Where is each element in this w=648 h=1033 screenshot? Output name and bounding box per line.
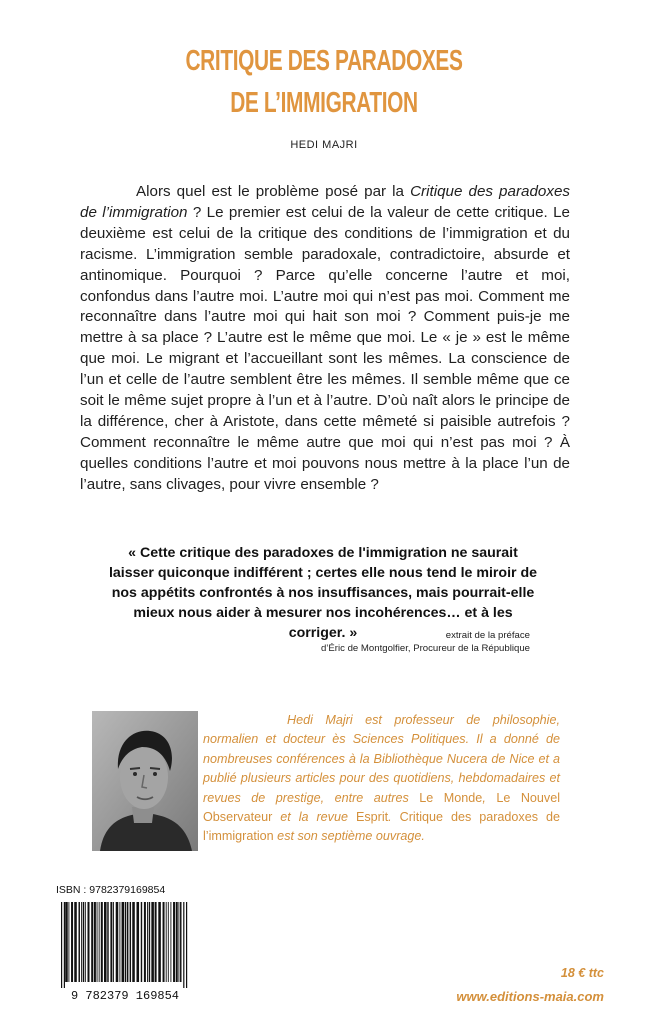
barcode-bar	[119, 902, 120, 982]
barcode-guard-bar	[186, 902, 187, 988]
barcode-bar	[178, 902, 179, 982]
preface-quote: « Cette critique des paradoxes de l'immigration ne saurait laisser quiconque indifférent ; certes elle nous tend le miroir de nos appétits confrontés à nos insuffisances, mais pourrait-elle mieux nous aider à mesurer nos incohérences… et à les corriger. »	[108, 545, 538, 641]
isbn-label: ISBN : 9782379169854	[56, 884, 166, 896]
barcode-bar	[180, 902, 181, 982]
barcode-bar	[113, 902, 114, 982]
barcode-bar	[68, 902, 69, 982]
barcode-bar	[173, 902, 175, 982]
barcode-bar	[149, 902, 150, 982]
title-line-2: DE L’IMMIGRATION	[230, 87, 418, 119]
book-title	[91, 40, 558, 124]
barcode-guard-bar	[183, 902, 184, 988]
barcode-bar	[158, 902, 161, 982]
barcode-guard-bar	[64, 902, 65, 988]
barcode-bar	[170, 902, 171, 982]
barcode-bar	[155, 902, 157, 982]
barcode-bar	[168, 902, 169, 982]
barcode-bar	[88, 902, 90, 982]
barcode-bar	[101, 902, 103, 982]
author-photo	[92, 711, 198, 851]
quote-attribution	[321, 629, 530, 655]
author-bio-paragraph: Hedi Majri est professeur de philosophie, normalien et docteur ès Sciences Politiques. Il a donné de nombreuses conférences à la Bibliothèque Nucera de Nice et a publié plusieurs articles pour des quotidiens, hebdomadaires et revues de prestige, entre autres Le Monde, Le Nouvel Observateur et la revue Esprit. Critique des paradoxes de l’immigration est son septième ouvrage.	[203, 713, 561, 844]
barcode-bar	[65, 902, 68, 982]
author-bio	[203, 711, 560, 847]
synopsis-paragraph: Alors quel est le problème posé par la Critique des paradoxes de l’immigration ? Le premier est celui de la valeur de cette critique. Le deuxième est celui de la critique des conditions de l’immigration et du racisme. L’immigration semble paradoxale, contradictoire, absurde et antinomique. Pourquoi ? Parce qu’elle concerne l’autre et moi, confondus dans l’autre moi. L’autre moi qui n’est pas moi. Comment me reconnaître dans l’autre moi qui hait son moi ? Comment puis-je me mettre à sa place ? L’autre est le même que moi. Le « je » est le même que moi. Le migrant et l’accueillant sont les mêmes. La conscience de l’un et celle de l’autre semblent être les mêmes. Il semble même que ce soit le même sujet propre à l’un et à l’autre. D’où naît alors le principe de la différence, cher à Aristote, dans cette mêmeté si paisible autrefois ? Comment reconnaître le même autre que moi qui n’est pas moi ? À quelles conditions l’autre et moi pouvons nous mettre à la place l’un de l’autre, sans clivages, pour vivre ensemble ?	[80, 183, 570, 493]
barcode-bar	[104, 902, 107, 982]
barcode-bar	[176, 902, 178, 982]
barcode-bar	[83, 902, 84, 982]
barcode-bar	[147, 902, 148, 982]
attribution-line-2: d’Éric de Montgolfier, Procureur de la République	[320, 643, 530, 654]
barcode-bar	[151, 902, 154, 982]
barcode-bar	[125, 902, 126, 982]
barcode-bar	[94, 902, 96, 982]
back-cover-text	[80, 182, 570, 496]
book-title-inline: Critique des paradoxes de l’immigration	[80, 183, 570, 221]
attribution-line-1: extrait de la préface	[445, 630, 530, 641]
barcode-bar	[144, 902, 146, 982]
barcode-bar	[163, 902, 165, 982]
barcode-bar	[79, 902, 80, 982]
barcode-bar	[127, 902, 128, 982]
barcode-guard-bar	[61, 902, 62, 988]
publisher-website: www.editions-maia.com	[456, 989, 604, 1004]
barcode-bar	[166, 902, 167, 982]
barcode-bar	[97, 902, 98, 982]
author-name: HEDI MAJRI	[290, 139, 358, 151]
barcode-bar	[122, 902, 125, 982]
barcode-bar	[74, 902, 77, 982]
barcode-bar	[85, 902, 86, 982]
barcode-bar	[71, 902, 73, 982]
barcode-bar	[91, 902, 93, 982]
barcode-bar	[141, 902, 142, 982]
barcode-bars	[55, 902, 195, 1002]
barcode-bar	[110, 902, 112, 982]
barcode-bar	[116, 902, 119, 982]
barcode-bar	[137, 902, 140, 982]
author-portrait-image	[92, 711, 198, 851]
isbn-barcode	[55, 902, 195, 1002]
barcode-bar	[107, 902, 108, 982]
barcode-digits: 9 782379 169854	[70, 989, 180, 1002]
barcode-bar	[132, 902, 135, 982]
barcode-bar	[81, 902, 82, 982]
barcode-bar	[99, 902, 100, 982]
price: 18 € ttc	[560, 966, 604, 980]
barcode-bar	[130, 902, 131, 982]
title-line-1: CRITIQUE DES PARADOXES	[185, 45, 463, 77]
